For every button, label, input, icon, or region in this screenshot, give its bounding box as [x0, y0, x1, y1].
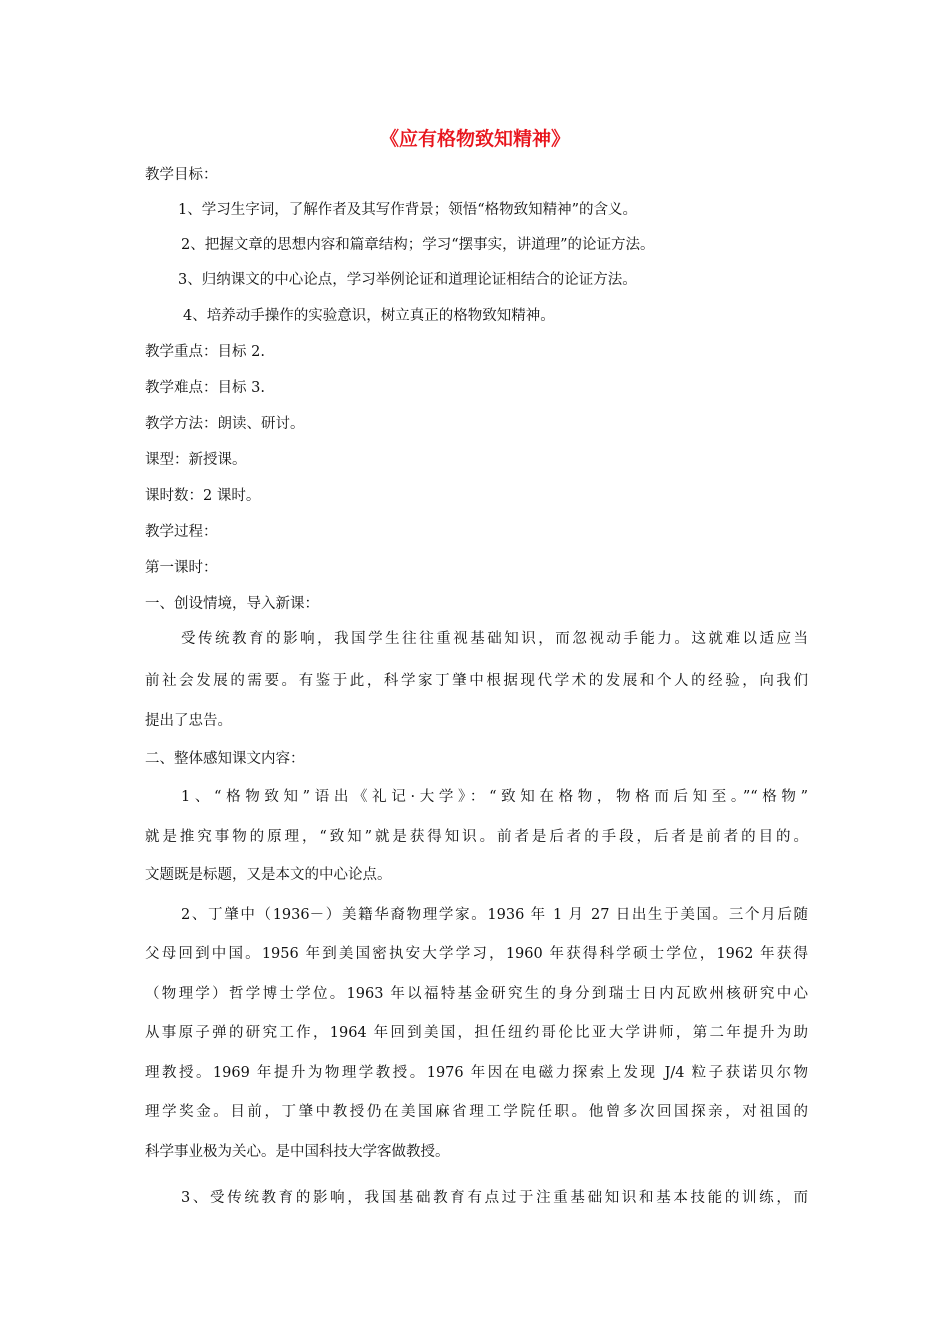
text-line: 前社会发展的需要。有鉴于此，科学家丁肇中根据现代学术的发展和个人的经验，向我们	[145, 673, 808, 689]
text-line: 3、受传统教育的影响，我国基础教育有点过于注重基础知识和基本技能的训练，而	[181, 1190, 808, 1206]
text-line: 从事原子弹的研究工作，1964 年回到美国，担任纽约哥伦比亚大学讲师，第二年提升为助	[145, 1025, 808, 1041]
text-line: 理教授。1969 年提升为物理学教授。1976 年因在电磁力探索上发现 J/4 粒子获诺贝尔物	[145, 1065, 808, 1081]
text-line: 教学目标：	[145, 167, 218, 183]
text-line: 文题既是标题，又是本文的中心论点。	[145, 867, 392, 883]
text-line: 二、整体感知课文内容：	[145, 751, 305, 767]
text-line: 课时数：2 课时。	[145, 488, 261, 504]
text-line: 就是推究事物的原理，“致知”就是获得知识。前者是后者的手段，后者是前者的目的。	[145, 829, 808, 845]
text-line: 父母回到中国。1956 年到美国密执安大学学习，1960 年获得科学硕士学位，1962 年获得	[145, 946, 808, 962]
text-line: 1、学习生字词，了解作者及其写作背景；领悟“格物致知精神”的含义。	[178, 202, 638, 218]
text-line: 第一课时：	[145, 560, 218, 576]
text-line: 2、把握文章的思想内容和篇章结构；学习“摆事实，讲道理”的论证方法。	[181, 237, 655, 253]
text-line: 教学过程：	[145, 524, 218, 540]
text-line: 3、归纳课文的中心论点，学习举例论证和道理论证相结合的论证方法。	[178, 272, 637, 288]
text-line: 1、“格物致知”语出《礼记·大学》：“致知在格物，物格而后知至。”“格物”	[181, 789, 808, 805]
text-line: 教学方法：朗读、研讨。	[145, 416, 305, 432]
text-line: 一、创设情境，导入新课：	[145, 596, 319, 612]
text-line: 教学重点：目标 2.	[145, 344, 265, 360]
text-line: 教学难点：目标 3.	[145, 380, 265, 396]
text-line: 理学奖金。目前，丁肇中教授仍在美国麻省理工学院任职。他曾多次回国探亲，对祖国的	[145, 1104, 808, 1120]
text-line: 课型：新授课。	[145, 452, 247, 468]
text-line: 2、丁肇中（1936－）美籍华裔物理学家。1936 年 1 月 27 日出生于美国。三个月后随	[181, 907, 808, 923]
text-line: （物理学）哲学博士学位。1963 年以福特基金研究生的身分到瑞士日内瓦欧州核研究中心	[145, 986, 808, 1002]
text-line: 科学事业极为关心。是中国科技大学客做教授。	[145, 1144, 450, 1160]
text-line: 受传统教育的影响，我国学生往往重视基础知识，而忽视动手能力。这就难以适应当	[181, 631, 808, 647]
document-title: 《应有格物致知精神》	[379, 128, 570, 150]
text-line: 4、培养动手操作的实验意识，树立真正的格物致知精神。	[183, 308, 555, 324]
text-line: 提出了忠告。	[145, 713, 232, 729]
